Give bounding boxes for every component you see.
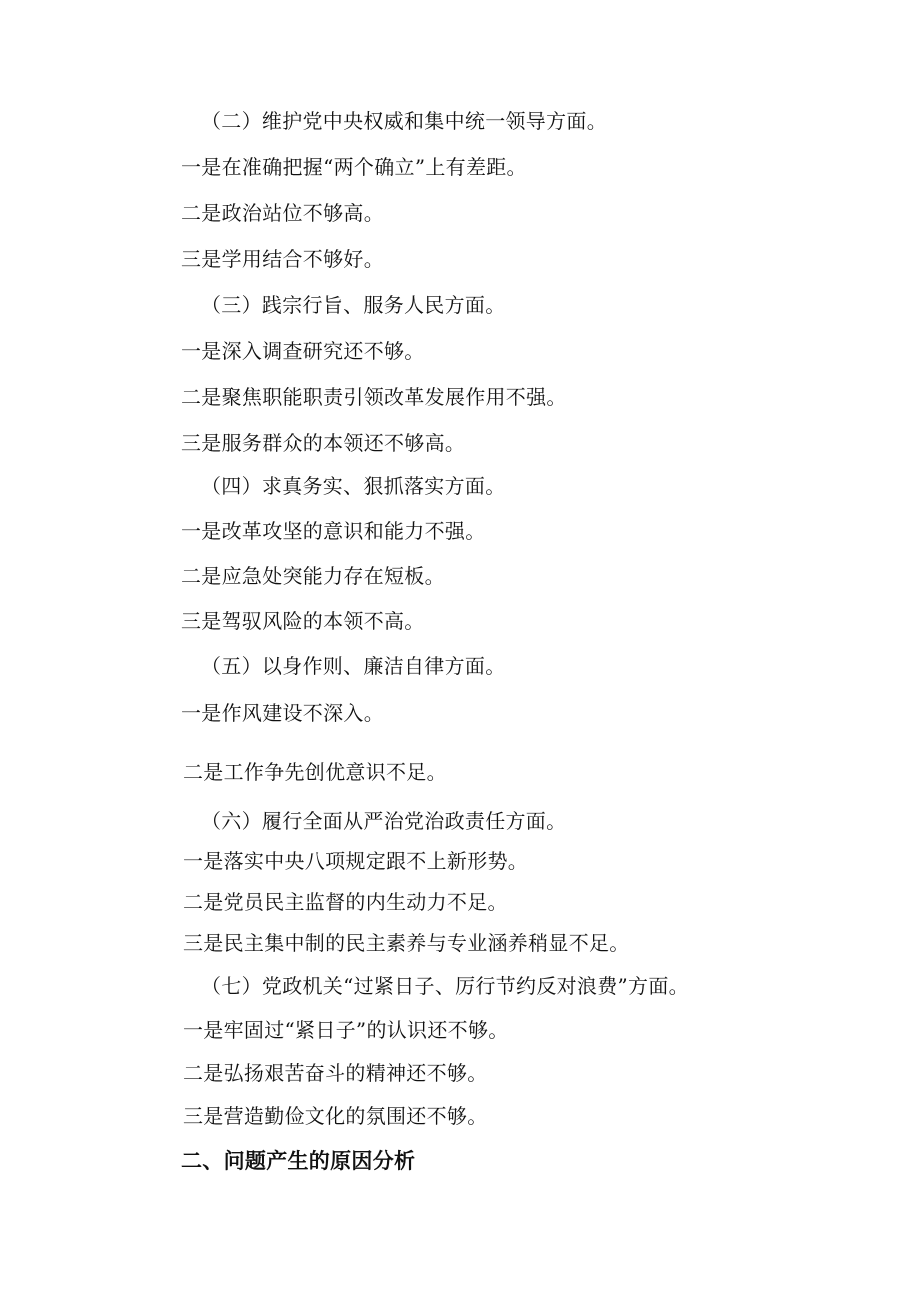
list-item: 二是政治站位不够高。 bbox=[181, 201, 384, 225]
list-item: 二是工作争先创优意识不足。 bbox=[183, 760, 447, 784]
list-item: 二是应急处突能力存在短板。 bbox=[181, 564, 445, 588]
list-item: 三是驾驭风险的本领不高。 bbox=[181, 609, 425, 633]
list-item: 三是服务群众的本领还不够高。 bbox=[181, 431, 466, 455]
chapter-heading: 二、问题产生的原因分析 bbox=[181, 1148, 416, 1173]
list-item: 一是作风建设不深入。 bbox=[181, 701, 384, 725]
section-heading-5: （五）以身作则、廉洁自律方面。 bbox=[201, 654, 506, 678]
list-item: 一是在准确把握“两个确立”上有差距。 bbox=[181, 155, 527, 179]
list-item: 一是牢固过“紧日子”的认识还不够。 bbox=[183, 1018, 509, 1042]
list-item: 一是改革攻坚的意识和能力不强。 bbox=[181, 519, 486, 543]
section-heading-4: （四）求真务实、狠抓落实方面。 bbox=[201, 474, 506, 498]
list-item: 二是聚焦职能职责引领改革发展作用不强。 bbox=[181, 385, 567, 409]
list-item: 二是党员民主监督的内生动力不足。 bbox=[183, 890, 508, 914]
list-item: 三是学用结合不够好。 bbox=[181, 247, 384, 271]
list-item: 三是民主集中制的民主素养与专业涵养稍显不足。 bbox=[183, 931, 630, 955]
section-heading-3: （三）践宗行旨、服务人民方面。 bbox=[201, 293, 506, 317]
list-item: 一是落实中央八项规定跟不上新形势。 bbox=[183, 849, 529, 873]
section-heading-6: （六）履行全面从严治党治政责任方面。 bbox=[201, 809, 567, 833]
list-item: 三是营造勤俭文化的氛围还不够。 bbox=[183, 1104, 488, 1128]
section-heading-2: （二）维护党中央权威和集中统一领导方面。 bbox=[201, 109, 607, 133]
list-item: 一是深入调查研究还不够。 bbox=[181, 339, 425, 363]
list-item: 二是弘扬艰苦奋斗的精神还不够。 bbox=[183, 1061, 488, 1085]
section-heading-7: （七）党政机关“过紧日子、厉行节约反对浪费”方面。 bbox=[201, 974, 689, 998]
